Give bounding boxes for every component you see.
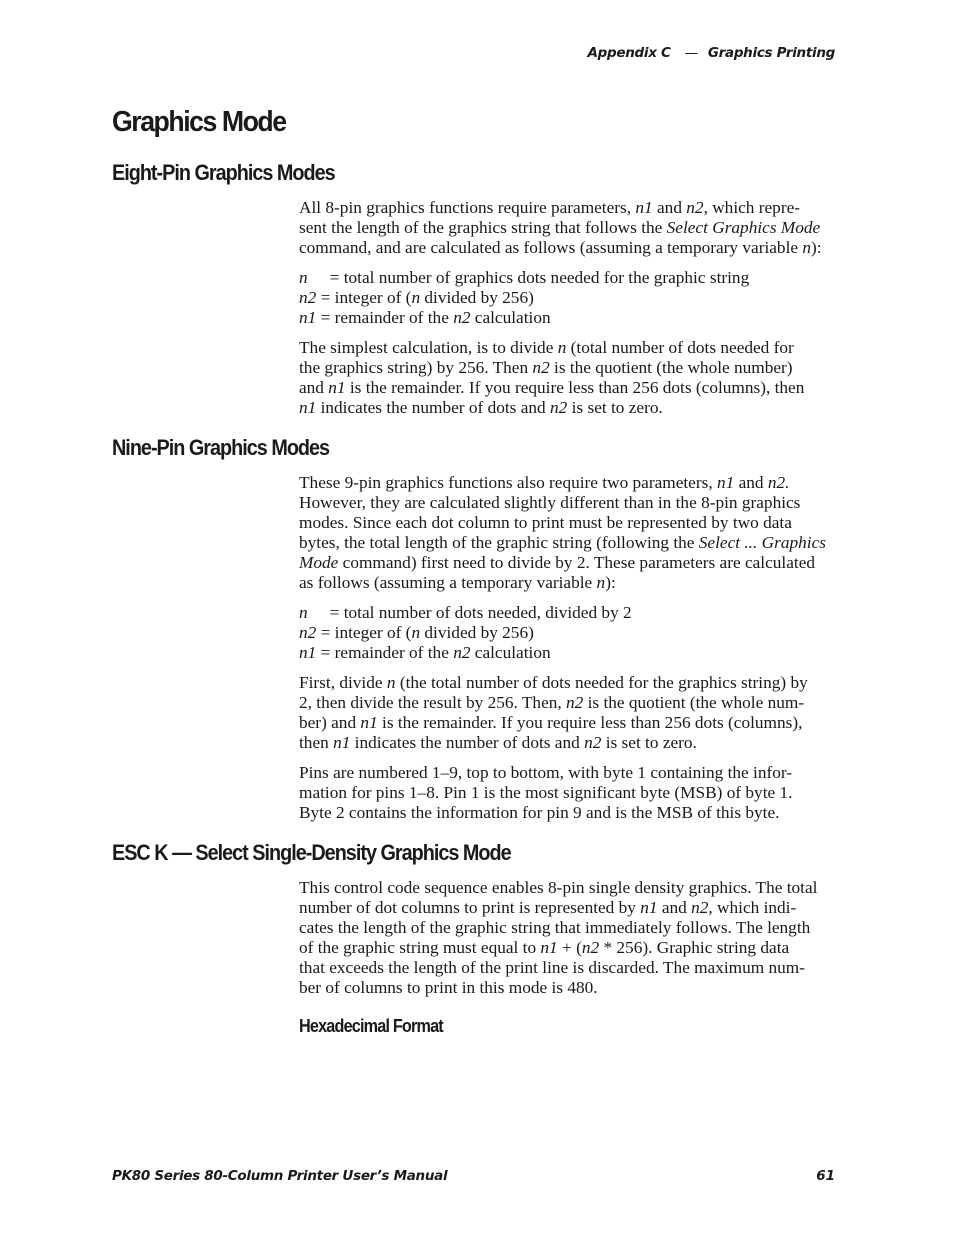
definition-n2: n2 = integer of (n divided by 256) xyxy=(299,288,534,308)
footer-manual-title: PK80 Series 80-Column Printer User’s Manual xyxy=(112,1168,448,1184)
definition-n1: n1 = remainder of the n2 calculation xyxy=(299,308,551,328)
eight-pin-intro: All 8-pin graphics functions require parameters, n1 and n2, which repre- sent the length of the graphics string that follows the Select Graphics Mode command, and are calculated as follows (assuming a temporary variable n): xyxy=(299,198,822,258)
nine-pin-intro: These 9-pin graphics functions also require two parameters, n1 and n2. However, they are calculated slightly different than in the 8-pin graphics modes. Since each dot column to print must be represented by two data bytes, the total length of the graphic string (following the Select ... Graphics Mode command) first need to divide by 2. These parameters are calculated as follows (assuming a temporary variable n): xyxy=(299,473,826,593)
page-title: Graphics Mode xyxy=(112,106,286,138)
heading-nine-pin: Nine-Pin Graphics Modes xyxy=(112,435,330,460)
heading-hexadecimal-format: Hexadecimal Format xyxy=(299,1016,443,1036)
definition-n: n = total number of graphics dots needed for the graphic string xyxy=(299,268,750,287)
nine-pin-explanation: First, divide n (the total number of dots needed for the graphics string) by 2, then divide the result by 256. Then, n2 is the quotient (the whole num- ber) and n1 is the remainder. If you require less than 256 dots (columns), then n1 indicates the number of dots and n2 is set to zero. xyxy=(299,673,808,753)
definition-n1: n1 = remainder of the n2 calculation xyxy=(299,643,551,663)
nine-pin-pin-numbering: Pins are numbered 1–9, top to bottom, with byte 1 containing the infor- mation for pins 1–8. Pin 1 is the most significant byte (MSB) of byte 1. Byte 2 contains the information for pin 9 and is the MSB of this byte. xyxy=(299,763,793,823)
eight-pin-explanation: The simplest calculation, is to divide n (total number of dots needed for the graphics string) by 256. Then n2 is the quotient (the whole number) and n1 is the remainder. If you require less than 256 dots (columns), then n1 indicates the number of dots and n2 is set to zero. xyxy=(299,338,805,418)
page-header xyxy=(588,45,835,61)
heading-esc-k: ESC K — Select Single-Density Graphics Mode xyxy=(112,840,511,865)
footer-page-number: 61 xyxy=(816,1168,835,1184)
header-appendix: Appendix C xyxy=(587,45,671,61)
definition-n: n = total number of dots needed, divided by 2 xyxy=(299,603,632,622)
nine-pin-definitions xyxy=(299,603,845,663)
esc-k-body: This control code sequence enables 8-pin single density graphics. The total number of dot columns to print is represented by n1 and n2, which indi- cates the length of the graphic string that immediately follows. The length of the graphic string must equal to n1 + (n2 * 256). Graphic string data that exceeds the length of the print line is discarded. The maximum num- ber of columns to print in this mode is 480. xyxy=(299,878,818,998)
eight-pin-definitions xyxy=(299,268,845,328)
heading-eight-pin: Eight-Pin Graphics Modes xyxy=(112,160,335,185)
header-section: Graphics Printing xyxy=(707,45,835,61)
header-separator: — xyxy=(684,45,698,61)
definition-n2: n2 = integer of (n divided by 256) xyxy=(299,623,534,643)
